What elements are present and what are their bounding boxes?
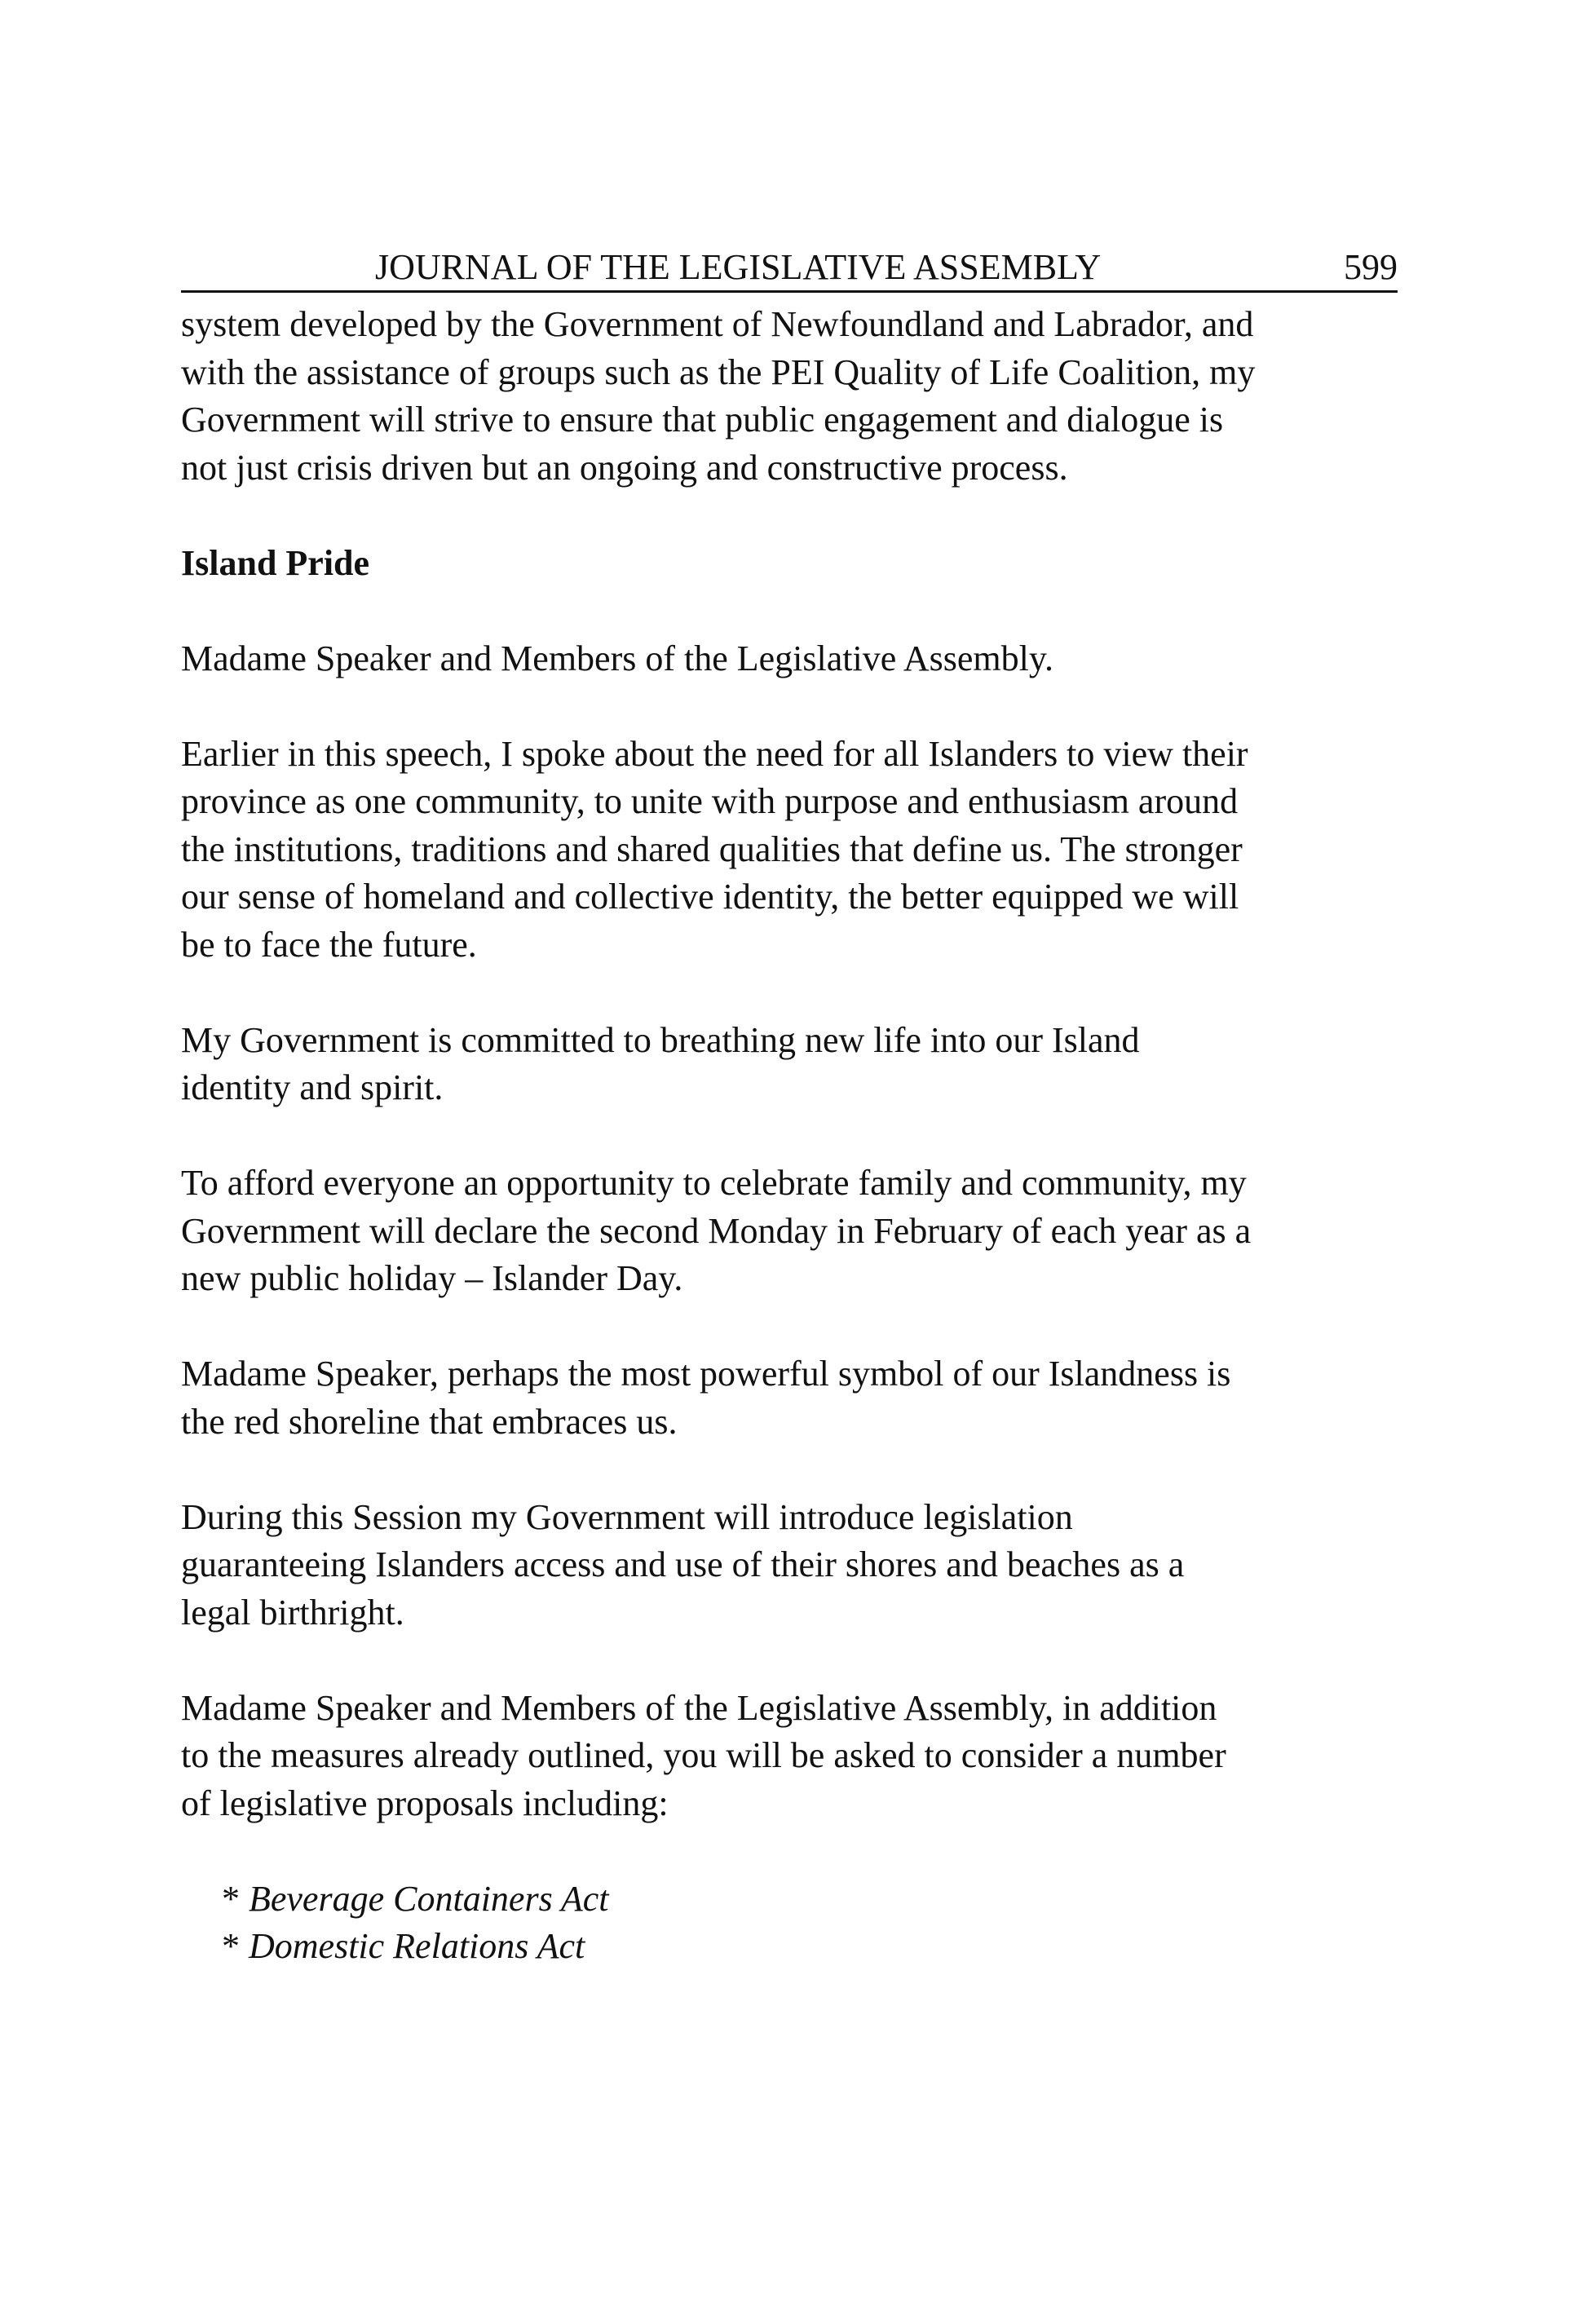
text-line: Madame Speaker and Members of the Legislative Assembly.	[181, 638, 1053, 678]
list-bullet: *	[222, 1926, 240, 1966]
text-line: not just crisis driven but an ongoing and constructive process.	[181, 447, 1068, 488]
text-line: be to face the future.	[181, 924, 477, 965]
text-line: to the measures already outlined, you will be asked to consider a number	[181, 1735, 1226, 1775]
text-line: with the assistance of groups such as the PEI Quality of Life Coalition, my	[181, 351, 1256, 392]
text-line: identity and spirit.	[181, 1067, 444, 1107]
legislation-list	[181, 1876, 1398, 1971]
text-line: Madame Speaker and Members of the Legislative Assembly, in addition	[181, 1687, 1217, 1728]
running-header	[181, 245, 1398, 293]
text-line: of legislative proposals including:	[181, 1783, 669, 1823]
text-line: Madame Speaker, perhaps the most powerful symbol of our Islandness is	[181, 1354, 1231, 1394]
document-page	[181, 245, 1398, 1971]
text-line: new public holiday – Islander Day.	[181, 1258, 683, 1298]
paragraph-identity	[181, 731, 1398, 970]
paragraph-engagement	[181, 301, 1398, 492]
text-line: the institutions, traditions and shared qualities that define us. The stronger	[181, 828, 1243, 869]
section-heading: Island Pride	[181, 542, 370, 583]
text-line: our sense of homeland and collective identity, the better equipped we will	[181, 877, 1239, 917]
paragraph-address	[181, 635, 1398, 683]
text-line: province as one community, to unite with purpose and enthusiasm around	[181, 781, 1239, 821]
paragraph-shore-access	[181, 1494, 1398, 1637]
paragraph-proposals	[181, 1685, 1398, 1828]
text-line: the red shoreline that embraces us.	[181, 1401, 678, 1442]
text-line: Government will declare the second Monday in February of each year as a	[181, 1210, 1252, 1251]
text-line: To afford everyone an opportunity to celebrate family and community, my	[181, 1163, 1247, 1203]
paragraph-shoreline	[181, 1350, 1398, 1446]
act-name: Beverage Containers Act	[249, 1878, 609, 1919]
list-bullet: *	[222, 1878, 240, 1919]
text-line: guaranteeing Islanders access and use of their shores and beaches as a	[181, 1544, 1185, 1584]
text-line: legal birthright.	[181, 1592, 404, 1633]
page-number: 599	[1344, 247, 1398, 287]
text-line: Government will strive to ensure that public engagement and dialogue is	[181, 400, 1224, 440]
journal-title: JOURNAL OF THE LEGISLATIVE ASSEMBLY	[375, 247, 1102, 287]
body-text	[181, 301, 1398, 1971]
act-name: Domestic Relations Act	[249, 1926, 585, 1966]
text-line: During this Session my Government will introduce legislation	[181, 1496, 1073, 1537]
list-item	[222, 1923, 1398, 1971]
paragraph-islander-day	[181, 1160, 1398, 1303]
text-line: My Government is committed to breathing new life into our Island	[181, 1019, 1140, 1060]
text-line: system developed by the Government of Newfoundland and Labrador, and	[181, 304, 1254, 344]
list-item	[222, 1876, 1398, 1924]
paragraph-commitment	[181, 1017, 1398, 1112]
text-line: Earlier in this speech, I spoke about the need for all Islanders to view their	[181, 733, 1248, 774]
